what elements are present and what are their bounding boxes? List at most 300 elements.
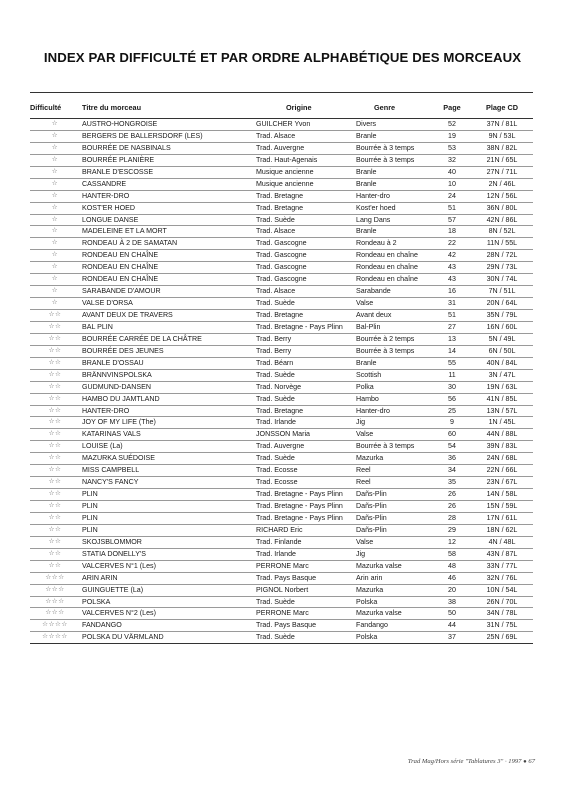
song-page: 37 <box>433 632 471 644</box>
table-row <box>30 560 533 572</box>
song-title: MAZURKA SUÉDOISE <box>80 453 256 465</box>
song-page: 54 <box>433 441 471 453</box>
difficulty-stars: ☆☆ <box>30 321 80 333</box>
difficulty-stars: ☆☆ <box>30 560 80 572</box>
table-row <box>30 489 533 501</box>
song-origin: Trad. Gascogne <box>256 238 356 250</box>
song-genre: Branle <box>356 130 433 142</box>
difficulty-stars: ☆☆ <box>30 489 80 501</box>
difficulty-stars: ☆☆ <box>30 548 80 560</box>
song-page: 10 <box>433 178 471 190</box>
header-page: Page <box>443 103 461 112</box>
song-title: MADELEINE ET LA MORT <box>80 226 256 238</box>
song-title: BOURRÉE PLANIÈRE <box>80 154 256 166</box>
table-row <box>30 584 533 596</box>
song-page: 51 <box>433 202 471 214</box>
song-title: RONDEAU EN CHAÎNE <box>80 250 256 262</box>
song-title: NANCY'S FANCY <box>80 477 256 489</box>
song-genre: Jig <box>356 417 433 429</box>
difficulty-stars: ☆ <box>30 142 80 154</box>
song-origin: Trad. Suède <box>256 632 356 644</box>
table-row <box>30 405 533 417</box>
song-origin: Trad. Gascogne <box>256 250 356 262</box>
cd-track: 40N / 84L <box>471 357 533 369</box>
song-page: 48 <box>433 560 471 572</box>
song-origin: Trad. Suède <box>256 369 356 381</box>
table-row <box>30 369 533 381</box>
song-genre: Polska <box>356 632 433 644</box>
song-genre: Branle <box>356 166 433 178</box>
table-row <box>30 632 533 644</box>
index-table <box>30 92 533 644</box>
table-row <box>30 608 533 620</box>
song-genre: Sarabande <box>356 286 433 298</box>
footer-text: Trad Mag/Hors série "Tablatures 3" · 1997 <box>407 758 522 765</box>
song-page: 42 <box>433 250 471 262</box>
song-origin: Musique ancienne <box>256 178 356 190</box>
song-origin: Trad. Ecosse <box>256 477 356 489</box>
difficulty-stars: ☆ <box>30 202 80 214</box>
table-row <box>30 429 533 441</box>
song-genre: Mazurka <box>356 453 433 465</box>
song-origin: Trad. Suède <box>256 214 356 226</box>
song-genre: Hanter-dro <box>356 190 433 202</box>
song-origin: Musique ancienne <box>256 166 356 178</box>
song-origin: Trad. Bretagne <box>256 310 356 322</box>
song-title: PLIN <box>80 501 256 513</box>
song-genre: Reel <box>356 465 433 477</box>
song-origin: Trad. Bretagne - Pays Plinn <box>256 321 356 333</box>
song-page: 38 <box>433 596 471 608</box>
song-page: 12 <box>433 536 471 548</box>
song-page: 31 <box>433 298 471 310</box>
song-page: 24 <box>433 190 471 202</box>
cd-track: 29N / 73L <box>471 262 533 274</box>
song-page: 46 <box>433 572 471 584</box>
song-title: RONDEAU À 2 DE SAMATAN <box>80 238 256 250</box>
cd-track: 26N / 70L <box>471 596 533 608</box>
difficulty-stars: ☆ <box>30 274 80 286</box>
song-origin: Trad. Berry <box>256 333 356 345</box>
difficulty-stars: ☆☆ <box>30 345 80 357</box>
difficulty-stars: ☆ <box>30 166 80 178</box>
cd-track: 31N / 75L <box>471 620 533 632</box>
song-title: BOURRÉE DES JEUNES <box>80 345 256 357</box>
song-title: KOST'ER HOED <box>80 202 256 214</box>
song-page: 36 <box>433 453 471 465</box>
table-row <box>30 393 533 405</box>
table-row <box>30 441 533 453</box>
table-row <box>30 238 533 250</box>
difficulty-stars: ☆ <box>30 250 80 262</box>
song-genre: Valse <box>356 429 433 441</box>
song-genre: Hanter-dro <box>356 405 433 417</box>
table-row <box>30 548 533 560</box>
song-genre: Dañs-Plin <box>356 489 433 501</box>
cd-track: 16N / 60L <box>471 321 533 333</box>
difficulty-stars: ☆☆ <box>30 512 80 524</box>
cd-track: 35N / 79L <box>471 310 533 322</box>
song-title: PLIN <box>80 524 256 536</box>
song-origin: Trad. Bretagne - Pays Plinn <box>256 512 356 524</box>
difficulty-stars: ☆☆☆ <box>30 584 80 596</box>
difficulty-stars: ☆☆ <box>30 441 80 453</box>
table-row <box>30 250 533 262</box>
header-difficulty: Difficulté <box>30 103 62 112</box>
song-title: CASSANDRE <box>80 178 256 190</box>
song-origin: Trad. Alsace <box>256 286 356 298</box>
song-origin: Trad. Irlande <box>256 417 356 429</box>
footer-page-number: 67 <box>528 758 535 765</box>
song-title: LONGUE DANSE <box>80 214 256 226</box>
song-origin: PERRONE Marc <box>256 608 356 620</box>
cd-track: 25N / 69L <box>471 632 533 644</box>
song-title: VALSE D'ORSA <box>80 298 256 310</box>
song-origin: Trad. Gascogne <box>256 262 356 274</box>
cd-track: 34N / 78L <box>471 608 533 620</box>
song-page: 11 <box>433 369 471 381</box>
table-row <box>30 214 533 226</box>
song-page: 43 <box>433 262 471 274</box>
difficulty-stars: ☆☆ <box>30 465 80 477</box>
song-title: HANTER-DRO <box>80 190 256 202</box>
cd-track: 11N / 55L <box>471 238 533 250</box>
difficulty-stars: ☆☆☆☆ <box>30 632 80 644</box>
song-genre: Polka <box>356 381 433 393</box>
table-row <box>30 274 533 286</box>
song-title: PLIN <box>80 489 256 501</box>
difficulty-stars: ☆☆ <box>30 477 80 489</box>
difficulty-stars: ☆☆ <box>30 429 80 441</box>
cd-track: 44N / 88L <box>471 429 533 441</box>
song-genre: Dañs-Plin <box>356 524 433 536</box>
table-row <box>30 465 533 477</box>
song-page: 30 <box>433 381 471 393</box>
table-row <box>30 202 533 214</box>
song-page: 25 <box>433 405 471 417</box>
song-origin: Trad. Gascogne <box>256 274 356 286</box>
song-genre: Mazurka <box>356 584 433 596</box>
song-title: POLSKA DU VÄRMLAND <box>80 632 256 644</box>
song-page: 34 <box>433 465 471 477</box>
difficulty-stars: ☆ <box>30 190 80 202</box>
cd-track: 21N / 65L <box>471 154 533 166</box>
table-row <box>30 333 533 345</box>
song-title: GUDMUND-DANSEN <box>80 381 256 393</box>
cd-track: 1N / 45L <box>471 417 533 429</box>
song-page: 43 <box>433 274 471 286</box>
song-genre: Branle <box>356 226 433 238</box>
difficulty-stars: ☆☆☆ <box>30 596 80 608</box>
cd-track: 38N / 82L <box>471 142 533 154</box>
table-row <box>30 190 533 202</box>
song-page: 13 <box>433 333 471 345</box>
table-row <box>30 596 533 608</box>
song-page: 50 <box>433 608 471 620</box>
song-genre: Rondeau en chaîne <box>356 274 433 286</box>
cd-track: 8N / 52L <box>471 226 533 238</box>
difficulty-stars: ☆ <box>30 178 80 190</box>
header-origin: Origine <box>286 103 312 112</box>
song-origin: Trad. Pays Basque <box>256 572 356 584</box>
cd-track: 27N / 71L <box>471 166 533 178</box>
table-row <box>30 357 533 369</box>
table-row <box>30 310 533 322</box>
difficulty-stars: ☆☆ <box>30 453 80 465</box>
song-page: 58 <box>433 548 471 560</box>
cd-track: 23N / 67L <box>471 477 533 489</box>
song-page: 26 <box>433 501 471 513</box>
song-genre: Kost'er hoed <box>356 202 433 214</box>
song-page: 29 <box>433 524 471 536</box>
cd-track: 2N / 46L <box>471 178 533 190</box>
cd-track: 19N / 63L <box>471 381 533 393</box>
table-row <box>30 524 533 536</box>
cd-track: 28N / 72L <box>471 250 533 262</box>
song-origin: Trad. Ecosse <box>256 465 356 477</box>
song-title: RONDEAU EN CHAÎNE <box>80 262 256 274</box>
difficulty-stars: ☆☆☆☆ <box>30 620 80 632</box>
song-title: ARIN ARIN <box>80 572 256 584</box>
difficulty-stars: ☆ <box>30 226 80 238</box>
song-origin: Trad. Berry <box>256 345 356 357</box>
table-row <box>30 620 533 632</box>
song-title: GUINGUETTE (La) <box>80 584 256 596</box>
difficulty-stars: ☆☆ <box>30 405 80 417</box>
difficulty-stars: ☆☆☆ <box>30 608 80 620</box>
table-row <box>30 321 533 333</box>
table-row <box>30 345 533 357</box>
song-page: 18 <box>433 226 471 238</box>
song-title: STATIA DONELLY'S <box>80 548 256 560</box>
table-row <box>30 453 533 465</box>
difficulty-stars: ☆☆ <box>30 310 80 322</box>
song-genre: Jig <box>356 548 433 560</box>
song-page: 26 <box>433 489 471 501</box>
footer-bullet: ● <box>523 759 527 765</box>
song-title: SKOJSBLOMMOR <box>80 536 256 548</box>
song-origin: Trad. Alsace <box>256 130 356 142</box>
song-origin: Trad. Haut-Agenais <box>256 154 356 166</box>
difficulty-stars: ☆☆☆ <box>30 572 80 584</box>
song-page: 19 <box>433 130 471 142</box>
song-origin: Trad. Béarn <box>256 357 356 369</box>
difficulty-stars: ☆☆ <box>30 501 80 513</box>
song-genre: Valse <box>356 298 433 310</box>
header-cd: Plage CD <box>485 103 519 112</box>
cd-track: 36N / 80L <box>471 202 533 214</box>
table-row <box>30 226 533 238</box>
difficulty-stars: ☆☆ <box>30 333 80 345</box>
song-page: 22 <box>433 238 471 250</box>
song-page: 35 <box>433 477 471 489</box>
difficulty-stars: ☆☆ <box>30 357 80 369</box>
song-page: 53 <box>433 142 471 154</box>
song-page: 51 <box>433 310 471 322</box>
song-origin: Trad. Suède <box>256 393 356 405</box>
difficulty-stars: ☆ <box>30 154 80 166</box>
song-genre: Divers <box>356 119 433 131</box>
song-title: LOUISE (La) <box>80 441 256 453</box>
song-genre: Branle <box>356 357 433 369</box>
table-row <box>30 154 533 166</box>
song-title: FANDANGO <box>80 620 256 632</box>
table-row <box>30 381 533 393</box>
cd-track: 14N / 58L <box>471 489 533 501</box>
song-origin: PIGNOL Norbert <box>256 584 356 596</box>
song-origin: PERRONE Marc <box>256 560 356 572</box>
cd-track: 13N / 57L <box>471 405 533 417</box>
header-title: Titre du morceau <box>82 103 142 112</box>
song-title: BOURRÉE DE NASBINALS <box>80 142 256 154</box>
song-genre: Dañs-Plin <box>356 501 433 513</box>
song-origin: Trad. Bretagne <box>256 202 356 214</box>
song-title: AUSTRO-HONGROISE <box>80 119 256 131</box>
cd-track: 33N / 77L <box>471 560 533 572</box>
song-page: 14 <box>433 345 471 357</box>
table-row <box>30 142 533 154</box>
difficulty-stars: ☆ <box>30 214 80 226</box>
difficulty-stars: ☆☆ <box>30 381 80 393</box>
song-genre: Polska <box>356 596 433 608</box>
difficulty-stars: ☆ <box>30 130 80 142</box>
song-genre: Bourrée à 3 temps <box>356 142 433 154</box>
song-title: BRANLE D'ESCOSSE <box>80 166 256 178</box>
song-genre: Bourrée à 3 temps <box>356 154 433 166</box>
song-title: VALCERVES N°2 (Les) <box>80 608 256 620</box>
song-origin: Trad. Bretagne - Pays Plinn <box>256 489 356 501</box>
song-origin: Trad. Irlande <box>256 548 356 560</box>
table-row <box>30 417 533 429</box>
song-title: BERGERS DE BALLERSDORF (LES) <box>80 130 256 142</box>
cd-track: 6N / 50L <box>471 345 533 357</box>
song-genre: Scottish <box>356 369 433 381</box>
song-genre: Hambo <box>356 393 433 405</box>
song-origin: Trad. Bretagne <box>256 405 356 417</box>
cd-track: 37N / 81L <box>471 119 533 131</box>
song-genre: Rondeau à 2 <box>356 238 433 250</box>
song-title: RONDEAU EN CHAÎNE <box>80 274 256 286</box>
song-genre: Mazurka valse <box>356 560 433 572</box>
cd-track: 3N / 47L <box>471 369 533 381</box>
cd-track: 22N / 66L <box>471 465 533 477</box>
song-title: BAL PLIN <box>80 321 256 333</box>
cd-track: 30N / 74L <box>471 274 533 286</box>
cd-track: 7N / 51L <box>471 286 533 298</box>
song-page: 55 <box>433 357 471 369</box>
difficulty-stars: ☆ <box>30 286 80 298</box>
song-origin: JONSSON Maria <box>256 429 356 441</box>
song-title: BRANLE D'OSSAU <box>80 357 256 369</box>
song-origin: Trad. Suède <box>256 298 356 310</box>
difficulty-stars: ☆ <box>30 119 80 131</box>
table-row <box>30 298 533 310</box>
cd-track: 41N / 85L <box>471 393 533 405</box>
page-title: INDEX PAR DIFFICULTÉ ET PAR ORDRE ALPHABÉTIQUE DES MORCEAUX <box>43 50 522 65</box>
difficulty-stars: ☆☆ <box>30 369 80 381</box>
song-origin: Trad. Suède <box>256 453 356 465</box>
song-title: MISS CAMPBELL <box>80 465 256 477</box>
song-genre: Reel <box>356 477 433 489</box>
song-origin: Trad. Alsace <box>256 226 356 238</box>
cd-track: 4N / 48L <box>471 536 533 548</box>
difficulty-stars: ☆ <box>30 238 80 250</box>
song-page: 28 <box>433 512 471 524</box>
song-page: 60 <box>433 429 471 441</box>
header-genre: Genre <box>374 103 396 112</box>
cd-track: 42N / 86L <box>471 214 533 226</box>
table-row <box>30 572 533 584</box>
song-page: 44 <box>433 620 471 632</box>
table-row <box>30 262 533 274</box>
difficulty-stars: ☆☆ <box>30 393 80 405</box>
song-origin: RICHARD Eric <box>256 524 356 536</box>
song-genre: Rondeau en chaîne <box>356 250 433 262</box>
song-page: 9 <box>433 417 471 429</box>
song-origin: Trad. Bretagne <box>256 190 356 202</box>
song-genre: Dañs-Plin <box>356 512 433 524</box>
table-row <box>30 166 533 178</box>
song-title: POLSKA <box>80 596 256 608</box>
song-page: 40 <box>433 166 471 178</box>
cd-track: 39N / 83L <box>471 441 533 453</box>
difficulty-stars: ☆☆ <box>30 417 80 429</box>
song-title: HAMBO DU JAMTLAND <box>80 393 256 405</box>
song-page: 27 <box>433 321 471 333</box>
cd-track: 15N / 59L <box>471 501 533 513</box>
song-origin: Trad. Auvergne <box>256 441 356 453</box>
table-row <box>30 286 533 298</box>
song-genre: Arin arin <box>356 572 433 584</box>
table-row <box>30 536 533 548</box>
song-title: JOY OF MY LIFE (The) <box>80 417 256 429</box>
song-page: 57 <box>433 214 471 226</box>
song-title: AVANT DEUX DE TRAVERS <box>80 310 256 322</box>
cd-track: 17N / 61L <box>471 512 533 524</box>
song-page: 32 <box>433 154 471 166</box>
table-row <box>30 119 533 131</box>
song-genre: Rondeau en chaîne <box>356 262 433 274</box>
song-page: 20 <box>433 584 471 596</box>
cd-track: 43N / 87L <box>471 548 533 560</box>
song-page: 56 <box>433 393 471 405</box>
table-row <box>30 512 533 524</box>
song-genre: Avant deux <box>356 310 433 322</box>
difficulty-stars: ☆ <box>30 262 80 274</box>
song-title: VALCERVES N°1 (Les) <box>80 560 256 572</box>
difficulty-stars: ☆☆ <box>30 524 80 536</box>
song-genre: Bourrée à 3 temps <box>356 441 433 453</box>
cd-track: 9N / 53L <box>471 130 533 142</box>
song-page: 52 <box>433 119 471 131</box>
song-title: HANTER-DRO <box>80 405 256 417</box>
table-row <box>30 178 533 190</box>
table-row <box>30 477 533 489</box>
cd-track: 5N / 49L <box>471 333 533 345</box>
song-genre: Bal-Plin <box>356 321 433 333</box>
song-origin: Trad. Pays Basque <box>256 620 356 632</box>
song-title: BRÄNNVINSPOLSKA <box>80 369 256 381</box>
song-title: BOURRÉE CARRÉE DE LA CHÂTRE <box>80 333 256 345</box>
difficulty-stars: ☆ <box>30 298 80 310</box>
cd-track: 20N / 64L <box>471 298 533 310</box>
page-footer <box>408 758 535 765</box>
header-row <box>30 93 533 119</box>
difficulty-stars: ☆☆ <box>30 536 80 548</box>
cd-track: 18N / 62L <box>471 524 533 536</box>
song-genre: Fandango <box>356 620 433 632</box>
song-origin: Trad. Bretagne - Pays Plinn <box>256 501 356 513</box>
